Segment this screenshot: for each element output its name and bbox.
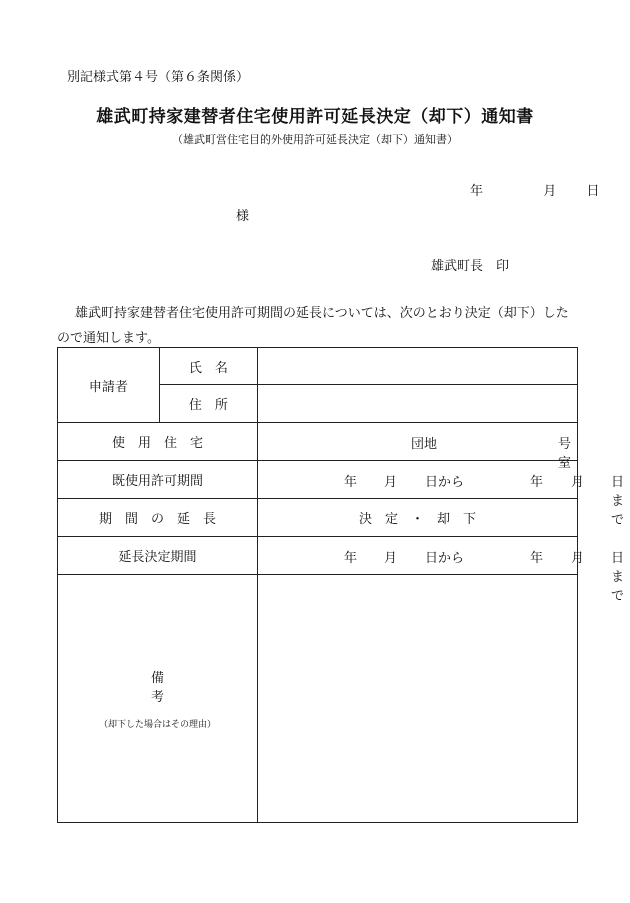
date-day: 日: [586, 184, 600, 199]
remarks-label: 備 考: [151, 671, 311, 705]
period-from-day: 日から: [425, 551, 465, 566]
extended-period-label: 延長決定期間: [58, 537, 258, 575]
housing-block: 団地: [411, 437, 438, 452]
table-row: [58, 348, 578, 385]
body-text: 雄武町持家建替者住宅使用許可期間の延長については、次のとおり決定（却下）したので通知します。: [57, 306, 569, 346]
date-month: 月: [543, 184, 557, 199]
remarks-field[interactable]: [258, 575, 578, 823]
table-row: [58, 575, 578, 823]
table-row: [58, 461, 578, 499]
extension-label: 期 間 の 延 長: [58, 499, 258, 537]
period-month: 月: [384, 475, 398, 490]
notice-table: [57, 347, 625, 823]
address-label: 住 所: [159, 385, 257, 423]
name-field[interactable]: [258, 348, 578, 385]
period-month: 月: [571, 475, 585, 490]
period-from-day: 日から: [425, 475, 465, 490]
table-row: [58, 423, 578, 461]
name-label: 氏 名: [159, 348, 257, 385]
issuer-name: 雄武町長 印: [431, 259, 510, 274]
period-year: 年: [530, 551, 544, 566]
housing-label: 使 用 住 宅: [58, 423, 258, 461]
period-month: 月: [384, 551, 398, 566]
period-year: 年: [344, 551, 358, 566]
remarks-label-cell: [58, 575, 311, 823]
period-month: 月: [571, 551, 585, 566]
period-to-day: 日まで: [611, 475, 625, 528]
housing-room: 号室: [558, 437, 572, 471]
table-row: [58, 499, 578, 537]
document-subtitle: （雄武町営住宅目的外使用許可延長決定（却下）通知書）: [172, 133, 458, 146]
period-to-day: 日まで: [611, 551, 625, 604]
existing-period-label: 既使用許可期間: [58, 461, 258, 499]
issue-date: [470, 180, 599, 199]
remarks-note: （却下した場合はその理由）: [99, 720, 217, 730]
date-year: 年: [470, 184, 484, 199]
housing-field[interactable]: [258, 423, 578, 471]
address-field[interactable]: [258, 385, 578, 423]
form-number: 別記様式第４号（第６条関係）: [67, 70, 250, 85]
table-row: [58, 537, 578, 575]
extension-decision[interactable]: 決 定 ・ 却 下: [258, 499, 578, 537]
period-year: 年: [344, 475, 358, 490]
period-year: 年: [530, 475, 544, 490]
document-title: 雄武町持家建替者住宅使用許可延長決定（却下）通知書: [96, 107, 534, 127]
applicant-label: 申請者: [58, 348, 160, 423]
addressee-suffix: 様: [236, 209, 250, 224]
extended-period-field[interactable]: [258, 537, 625, 604]
